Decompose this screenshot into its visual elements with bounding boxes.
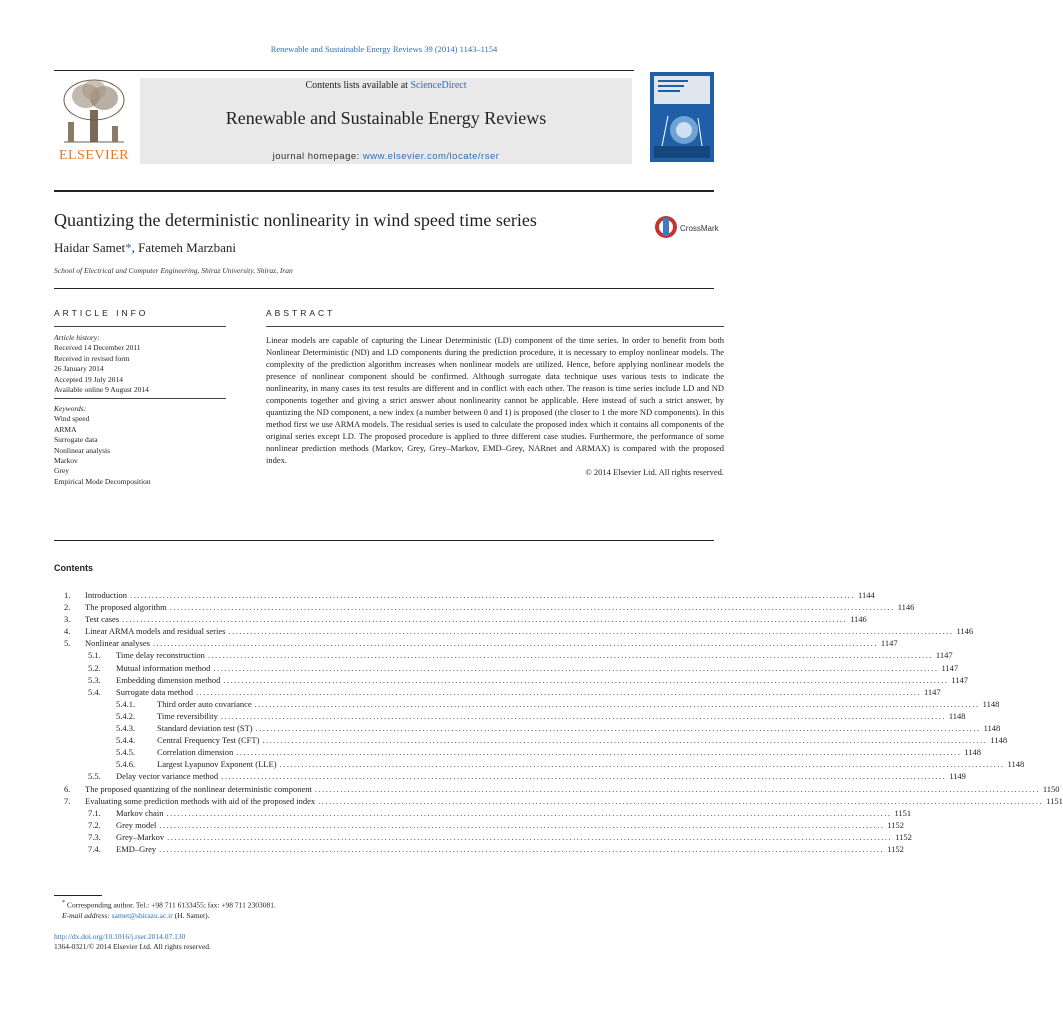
toc-entry-body	[116, 674, 969, 686]
article-history	[54, 333, 226, 395]
toc-entry-body	[157, 746, 981, 758]
toc-title: Largest Lyapunov Exponent (LLE)	[157, 759, 277, 770]
toc-leader-dots: ........................................................................................................................................................................................................	[152, 638, 878, 649]
toc-page-number: 1147	[935, 650, 953, 661]
footnote-line-1	[62, 898, 276, 911]
toc-title: Linear ARMA models and residual series	[85, 626, 226, 637]
homepage-prefix: journal homepage:	[272, 151, 363, 162]
toc-leader-dots: ........................................................................................................................................................................................................	[167, 831, 893, 842]
toc-number: 5.3.	[88, 674, 101, 685]
toc-leader-dots: ........................................................................................................................................................................................................	[221, 771, 947, 782]
toc-entry-body	[116, 649, 953, 661]
article-title: Quantizing the deterministic nonlinearity in wind speed time series	[54, 210, 537, 230]
toc-leader-dots: ........................................................................................................................................................................................................	[130, 590, 856, 600]
toc-entry-body	[116, 819, 905, 831]
toc-entry-body	[116, 770, 966, 782]
toc-leader-dots: ........................................................................................................................................................................................................	[166, 807, 892, 818]
toc-entry-body	[85, 589, 875, 601]
toc-page-number: 1148	[982, 698, 1000, 709]
toc-entry-body	[157, 698, 1000, 710]
toc-entry[interactable]	[54, 843, 904, 855]
toc-leader-dots: ........................................................................................................................................................................................................	[169, 602, 895, 613]
toc-number: 5.2.	[88, 662, 101, 673]
keyword: Empirical Mode Decomposition	[54, 476, 151, 486]
abstract-heading: ABSTRACT	[266, 308, 336, 318]
table-of-contents	[54, 589, 1063, 855]
toc-title: Evaluating some prediction methods with aid of the proposed index	[85, 795, 316, 806]
toc-title: Third order auto covariance	[157, 698, 252, 709]
abstract-body	[266, 334, 724, 478]
author-samet: Haidar Samet	[54, 240, 126, 255]
keyword: Wind speed	[54, 414, 90, 424]
history-item: Received in revised form	[54, 353, 130, 363]
toc-page-number: 1146	[850, 614, 867, 625]
toc-leader-dots: ........................................................................................................................................................................................................	[159, 843, 885, 854]
toc-entry-body	[116, 831, 912, 843]
journal-homepage	[140, 151, 632, 162]
homepage-link[interactable]: www.elsevier.com/locate/rser	[362, 151, 500, 162]
email-label: E-mail address:	[62, 910, 112, 920]
toc-entry-body	[85, 795, 1063, 807]
toc-entry-body	[85, 783, 1060, 795]
toc-entry-body	[85, 601, 915, 613]
contents-available-line	[140, 80, 632, 91]
toc-title: Mutual information method	[116, 662, 211, 673]
email-link[interactable]: samet@shirazu.ac.ir	[111, 910, 173, 920]
toc-title: Standard deviation test (ST)	[157, 723, 253, 734]
crossmark-badge[interactable]	[654, 212, 728, 242]
keyword: ARMA	[54, 424, 77, 434]
journal-cover-image	[650, 72, 714, 162]
toc-page-number: 1152	[887, 819, 905, 830]
toc-leader-dots: ........................................................................................................................................................................................................	[195, 686, 921, 697]
keyword: Nonlinear analysis	[54, 445, 111, 455]
toc-entry[interactable]	[54, 795, 1063, 807]
toc-entry[interactable]	[54, 783, 1060, 795]
toc-title: Nonlinear analyses	[85, 638, 150, 649]
toc-number: 7.2.	[88, 819, 101, 830]
toc-leader-dots: ........................................................................................................................................................................................................	[236, 747, 962, 758]
abstract-rule	[266, 326, 724, 327]
copyright-line: © 2014 Elsevier Ltd. All rights reserved.	[585, 467, 724, 477]
toc-leader-dots: ........................................................................................................................................................................................................	[262, 735, 988, 746]
toc-title: Central Frequency Test (CFT)	[157, 735, 260, 746]
doi-link[interactable]: http://dx.doi.org/10.1016/j.rser.2014.07.130	[54, 932, 186, 941]
history-item: 26 January 2014	[54, 364, 104, 374]
toc-entry-body	[85, 637, 898, 649]
section-rule	[54, 288, 714, 289]
journal-title: Renewable and Sustainable Energy Reviews	[225, 108, 547, 128]
history-label: Article history:	[54, 333, 100, 342]
toc-title: Grey–Markov	[116, 831, 165, 842]
issn-copyright: 1364-0321/© 2014 Elsevier Ltd. All rights reserved.	[54, 942, 211, 951]
toc-leader-dots: ........................................................................................................................................................................................................	[254, 698, 980, 709]
footnote-rule	[54, 895, 102, 896]
toc-entry[interactable]	[54, 698, 1000, 710]
toc-title: Markov chain	[116, 807, 164, 818]
author-list	[54, 240, 236, 256]
contents-rule	[54, 540, 714, 541]
toc-page-number: 1146	[956, 626, 974, 637]
toc-entry[interactable]	[54, 589, 875, 601]
toc-entry-body	[157, 734, 1008, 746]
toc-page-number: 1148	[1007, 759, 1025, 770]
toc-entry-body	[116, 843, 904, 855]
toc-number: 7.	[64, 795, 71, 806]
toc-number: 3.	[64, 614, 71, 625]
keyword: Grey	[54, 466, 69, 476]
toc-leader-dots: ........................................................................................................................................................................................................	[207, 650, 933, 661]
keywords-label: Keywords:	[54, 404, 87, 413]
toc-number: 5.4.2.	[116, 710, 136, 721]
toc-number: 5.4.4.	[116, 735, 136, 746]
toc-number: 5.4.3.	[116, 723, 136, 734]
toc-entry[interactable]	[54, 686, 941, 698]
toc-leader-dots: ........................................................................................................................................................................................................	[213, 662, 939, 673]
toc-title: EMD–Grey	[116, 843, 157, 854]
toc-entry[interactable]	[54, 649, 953, 661]
abstract-text: Linear models are capable of capturing the Linear Deterministic (LD) component of the time series. In order to benefit from both Nonlinear Deterministic (ND) and LD components during the prediction procedure, it is necessary to employ nonlinear models. The complexity of the prediction algorithm increases when nonlinear models are utilized. Hence, before applying nonlinear models the presence of nonlinear component should be confirmed. Although surrogate data technique uses various tests to indicate the nonlinearity, in many cases its test results are different and in conflict with each other. The reason is time series include LD and ND components together and giving a strict answer about nonlinearity cannot be applicable. Here instead of such a strict answer, by quantizing the ND component, a new index (a number between 0 and 1) is proposed (the closer to 1 the more ND components). In this method first we use ARMA models. The residual series is used to calculate the proposed index which it contains all components of the original series except LD. The proposed procedure is applied to three different case studies. Furthermore, the performance of some nonlinear prediction methods (Markov, Grey, Grey–Markov, EMD–Grey, NARnet and ARMAX) is compared with the proposed index.	[266, 335, 724, 465]
toc-page-number: 1144	[858, 590, 875, 600]
toc-entry-body	[85, 613, 867, 625]
toc-number: 5.4.	[88, 686, 101, 697]
toc-page-number: 1147	[951, 674, 969, 685]
toc-number: 5.1.	[88, 650, 101, 661]
affiliation: School of Electrical and Computer Engineering, Shiraz University, Shiraz, Iran	[54, 266, 293, 275]
toc-entry[interactable]	[54, 807, 912, 819]
toc-number: 5.5.	[88, 771, 101, 782]
corresponding-author-mark[interactable]: *	[125, 240, 132, 255]
toc-entry-body	[116, 686, 941, 698]
history-item: Received 14 December 2011	[54, 343, 141, 353]
contents-prefix: Contents lists available at	[305, 80, 411, 91]
toc-number: 6.	[64, 783, 71, 794]
toc-entry[interactable]	[54, 601, 915, 613]
toc-title: The proposed quantizing of the nonlinear deterministic component	[85, 783, 312, 794]
toc-page-number: 1152	[887, 843, 904, 854]
footnote-mark: *	[62, 899, 66, 906]
toc-entry[interactable]	[54, 674, 969, 686]
contents-heading: Contents	[54, 563, 93, 573]
toc-number: 5.4.5.	[116, 747, 136, 758]
toc-number: 7.1.	[88, 807, 101, 818]
toc-page-number: 1151	[894, 807, 912, 818]
toc-title: Time delay reconstruction	[116, 650, 205, 661]
toc-entry[interactable]	[54, 625, 974, 637]
history-item: Available online 9 August 2014	[54, 385, 149, 395]
toc-page-number: 1148	[983, 723, 1001, 734]
toc-title: Introduction	[85, 590, 128, 600]
toc-title: Test cases	[85, 614, 120, 625]
toc-entry[interactable]	[54, 637, 898, 649]
publisher-logo-text: ELSEVIER	[58, 148, 130, 163]
header-rule	[54, 70, 634, 71]
email-suffix: (H. Samet).	[172, 910, 210, 920]
toc-entry[interactable]	[54, 746, 981, 758]
sciencedirect-link[interactable]: ScienceDirect	[410, 80, 467, 91]
toc-leader-dots: ........................................................................................................................................................................................................	[223, 674, 949, 685]
toc-page-number: 1148	[964, 747, 981, 758]
toc-title: Time reversibility	[157, 710, 218, 721]
history-item: Accepted 19 July 2014	[54, 374, 123, 384]
keyword: Markov	[54, 456, 78, 466]
toc-title: Delay vector variance method	[116, 771, 219, 782]
author-marzbani: , Fatemeh Marzbani	[131, 240, 236, 255]
toc-page-number: 1147	[941, 662, 959, 673]
toc-entry-body	[157, 722, 1001, 734]
toc-number: 7.3.	[88, 831, 101, 842]
toc-entry[interactable]	[54, 831, 912, 843]
toc-number: 5.	[64, 638, 71, 649]
toc-leader-dots: ........................................................................................................................................................................................................	[122, 614, 848, 625]
toc-leader-dots: ........................................................................................................................................................................................................	[159, 819, 885, 830]
toc-leader-dots: ........................................................................................................................................................................................................	[314, 783, 1040, 794]
toc-page-number: 1148	[948, 710, 966, 721]
toc-title: The proposed algorithm	[85, 602, 167, 613]
toc-number: 1.	[64, 590, 71, 600]
toc-entry-body	[85, 625, 974, 637]
toc-entry[interactable]	[54, 734, 1008, 746]
toc-entry[interactable]	[54, 662, 959, 674]
toc-page-number: 1146	[897, 602, 915, 613]
toc-entry-body	[157, 758, 1025, 770]
toc-entry[interactable]	[54, 770, 966, 782]
toc-page-number: 1147	[923, 686, 941, 697]
toc-page-number: 1148	[990, 735, 1008, 746]
toc-title: Embedding dimension method	[116, 674, 221, 685]
keywords-rule	[54, 398, 226, 399]
toc-leader-dots: ........................................................................................................................................................................................................	[220, 710, 946, 721]
toc-leader-dots: ........................................................................................................................................................................................................	[318, 795, 1044, 806]
toc-entry[interactable]	[54, 722, 1001, 734]
toc-entry[interactable]	[54, 758, 1025, 770]
footnote-line-2	[62, 911, 276, 921]
article-info-heading: ARTICLE INFO	[54, 308, 149, 318]
crossmark-label: CrossMark	[680, 224, 719, 233]
keywords-block	[54, 404, 226, 487]
keyword: Surrogate data	[54, 435, 98, 445]
toc-entry[interactable]	[54, 819, 905, 831]
toc-page-number: 1150	[1042, 783, 1060, 794]
toc-page-number: 1147	[880, 638, 898, 649]
toc-number: 2.	[64, 602, 71, 613]
toc-page-number: 1152	[895, 831, 912, 842]
footnote-text: Corresponding author. Tel.: +98 711 6133455; fax: +98 711 2303081.	[67, 900, 276, 910]
toc-page-number: 1151	[1046, 795, 1063, 806]
toc-entry-body	[157, 710, 966, 722]
toc-title: Surrogate data method	[116, 686, 193, 697]
toc-leader-dots: ........................................................................................................................................................................................................	[279, 759, 1005, 770]
toc-entry[interactable]	[54, 710, 966, 722]
toc-number: 4.	[64, 626, 71, 637]
article-info-rule	[54, 326, 226, 327]
toc-number: 7.4.	[88, 843, 101, 854]
toc-number: 5.4.1.	[116, 698, 136, 709]
toc-page-number: 1149	[949, 771, 966, 782]
toc-entry[interactable]	[54, 613, 867, 625]
toc-number: 5.4.6.	[116, 759, 136, 770]
toc-entry-body	[116, 662, 959, 674]
toc-title: Grey model	[116, 819, 157, 830]
footnote	[62, 898, 276, 921]
toc-title: Correlation dimension	[157, 747, 234, 758]
journal-citation: Renewable and Sustainable Energy Reviews 39 (2014) 1143–1154	[270, 44, 498, 54]
toc-entry-body	[116, 807, 912, 819]
toc-leader-dots: ........................................................................................................................................................................................................	[255, 723, 981, 734]
banner-bottom-rule	[54, 190, 714, 192]
toc-leader-dots: ........................................................................................................................................................................................................	[228, 626, 954, 637]
